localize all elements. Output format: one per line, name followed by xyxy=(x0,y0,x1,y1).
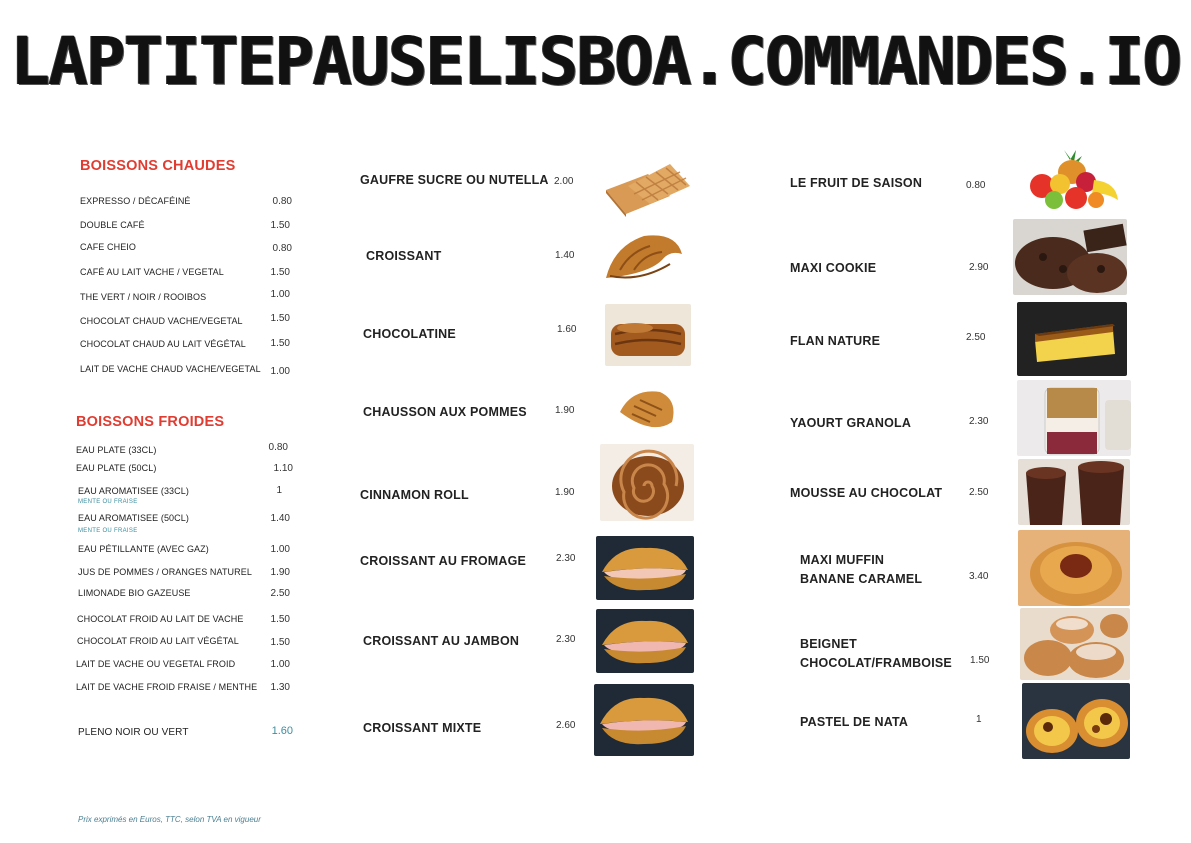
menu-item-label: CHAUSSON AUX POMMES xyxy=(363,405,527,419)
cold-item-price: 1.00 xyxy=(270,544,290,555)
cold-item-price: 1.90 xyxy=(270,567,290,578)
cold-item-note: MENTE OU FRAISE xyxy=(78,528,138,534)
menu-item-label: GAUFRE SUCRE OU NUTELLA xyxy=(360,173,549,187)
menu-item-label: MAXI MUFFIN xyxy=(800,553,885,567)
menu-item-price: 1.50 xyxy=(970,655,990,666)
menu-item-price: 0.80 xyxy=(966,180,986,191)
pleno-price: 1.60 xyxy=(271,725,293,737)
footer-note: Prix exprimés en Euros, TTC, selon TVA en vigueur xyxy=(78,815,261,824)
menu-item-label: CROISSANT MIXTE xyxy=(363,721,482,735)
beignet-image xyxy=(1020,608,1130,680)
cold-item-label: LAIT DE VACHE FROID FRAISE / MENTHE xyxy=(76,682,258,692)
cold-item-label: CHOCOLAT FROID AU LAIT DE VACHE xyxy=(77,614,244,624)
cold-item-price: 1.50 xyxy=(270,614,290,625)
menu-item-label: CROISSANT AU FROMAGE xyxy=(360,554,527,568)
menu-item-price: 1.60 xyxy=(557,324,577,335)
menu-item-label: BEIGNET xyxy=(800,637,857,651)
croissant-image xyxy=(600,226,686,288)
menu-item-label: CROISSANT AU JAMBON xyxy=(363,634,520,648)
hot-item-price: 1.00 xyxy=(270,366,290,377)
menu-item-label: MAXI COOKIE xyxy=(790,261,877,275)
hot-item-price: 1.50 xyxy=(270,313,290,324)
hot-item-price: 1.50 xyxy=(270,267,290,278)
menu-item-price: 1.40 xyxy=(555,250,575,261)
hot-item-label: CHOCOLAT CHAUD AU LAIT VÉGÉTAL xyxy=(80,339,246,349)
croissant-jambon-image xyxy=(596,609,694,673)
menu-item-price: 2.00 xyxy=(554,176,574,187)
menu-item-price: 2.30 xyxy=(556,634,576,645)
hot-item-price: 0.80 xyxy=(272,196,292,207)
menu-item-price: 1.90 xyxy=(555,487,575,498)
hot-item-price: 0.80 xyxy=(272,243,292,254)
hot-item-price: 1.50 xyxy=(270,220,290,231)
menu-item-price: 2.30 xyxy=(969,416,989,427)
menu-item-price: 2.90 xyxy=(969,262,989,273)
hot-item-label: CAFÉ AU LAIT VACHE / VEGETAL xyxy=(80,267,224,277)
cold-item-price: 1.40 xyxy=(270,513,290,524)
menu-item-label: CHOCOLATINE xyxy=(363,327,456,341)
cold-item-label: EAU AROMATISEE (33CL) xyxy=(78,486,189,496)
menu-item-price: 1 xyxy=(976,714,982,725)
cold-item-price: 0.80 xyxy=(268,442,288,453)
yogurt-granola-image xyxy=(1017,380,1131,456)
menu-item-label: BANANE CARAMEL xyxy=(800,572,923,586)
menu-item-label: MOUSSE AU CHOCOLAT xyxy=(790,486,943,500)
hot-item-label: THE VERT / NOIR / ROOIBOS xyxy=(80,292,207,302)
hot-drinks-heading: BOISSONS CHAUDES xyxy=(80,158,236,174)
menu-item-label: CHOCOLAT/FRAMBOISE xyxy=(800,656,952,670)
hot-item-label: DOUBLE CAFÉ xyxy=(80,220,145,230)
hot-item-label: CHOCOLAT CHAUD VACHE/VEGETAL xyxy=(80,316,243,326)
menu-item-label: FLAN NATURE xyxy=(790,334,881,348)
cold-item-label: JUS DE POMMES / ORANGES NATUREL xyxy=(78,567,252,577)
menu-item-price: 2.60 xyxy=(556,720,576,731)
chausson-image xyxy=(612,382,682,438)
cold-item-label: LIMONADE BIO GAZEUSE xyxy=(78,588,191,598)
menu-item-label: CROISSANT xyxy=(366,249,442,263)
hot-item-label: LAIT DE VACHE CHAUD VACHE/VEGETAL xyxy=(80,364,261,374)
cold-item-label: EAU PLATE (50CL) xyxy=(76,463,157,473)
croissant-mixte-image xyxy=(594,684,694,756)
cold-item-price: 1.50 xyxy=(270,637,290,648)
cookie-image xyxy=(1013,219,1127,295)
cold-drinks-heading: BOISSONS FROIDES xyxy=(76,414,225,430)
menu-item-price: 2.50 xyxy=(966,332,986,343)
menu-item-price: 1.90 xyxy=(555,405,575,416)
page-title: LAPTITEPAUSELISBOA.COMMANDES.IO xyxy=(10,23,1181,100)
menu-item-label: CINNAMON ROLL xyxy=(360,488,469,502)
fruit-basket-image xyxy=(1020,146,1120,212)
hot-item-price: 1.00 xyxy=(270,289,290,300)
menu-item-price: 3.40 xyxy=(969,571,989,582)
cold-item-price: 1.30 xyxy=(270,682,290,693)
hot-item-label: CAFE CHEIO xyxy=(80,242,137,252)
hot-item-label: EXPRESSO / DÉCAFÉINÉ xyxy=(80,196,191,206)
muffin-image xyxy=(1018,530,1130,606)
flan-image xyxy=(1017,302,1127,376)
cold-item-price: 1.10 xyxy=(273,463,293,474)
pleno-label: PLENO NOIR OU VERT xyxy=(78,727,189,738)
cold-item-label: EAU PÉTILLANTE (AVEC GAZ) xyxy=(78,544,209,554)
waffle-image xyxy=(600,156,694,218)
pastel-de-nata-image xyxy=(1022,683,1130,759)
menu-item-label: YAOURT GRANOLA xyxy=(790,416,912,430)
cold-item-label: EAU AROMATISEE (50CL) xyxy=(78,513,189,523)
cold-item-price: 1.00 xyxy=(270,659,290,670)
menu-item-price: 2.50 xyxy=(969,487,989,498)
cold-item-label: CHOCOLAT FROID AU LAIT VÉGÉTAL xyxy=(77,636,239,646)
cold-item-price: 2.50 xyxy=(270,588,290,599)
chocolatine-image xyxy=(605,304,691,366)
chocolate-mousse-image xyxy=(1018,459,1130,525)
cold-item-price: 1 xyxy=(276,485,282,496)
cold-item-note: MENTE OU FRAISE xyxy=(78,499,138,505)
croissant-fromage-image xyxy=(596,536,694,600)
hot-item-price: 1.50 xyxy=(270,338,290,349)
menu-item-label: PASTEL DE NATA xyxy=(800,715,909,729)
menu-item-label: LE FRUIT DE SAISON xyxy=(790,176,923,190)
cinnamon-roll-image xyxy=(600,444,694,521)
cold-item-label: EAU PLATE (33CL) xyxy=(76,445,157,455)
cold-item-label: LAIT DE VACHE OU VEGETAL FROID xyxy=(76,659,236,669)
menu-item-price: 2.30 xyxy=(556,553,576,564)
